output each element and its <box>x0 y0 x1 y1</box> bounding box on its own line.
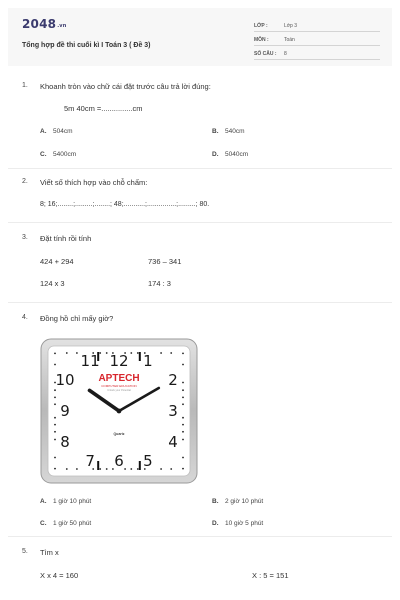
document-title: Tổng hợp đề thi cuối kì I Toán 3 ( Đề 3) <box>22 42 151 49</box>
clock-minute-dot <box>170 468 172 470</box>
clock-minute-dot <box>54 389 56 391</box>
q5-equation-1: X x 4 = 160 <box>40 571 79 580</box>
clock-minute-dot <box>76 352 78 354</box>
clock-minute-dot <box>137 352 139 354</box>
clock-minute-dot <box>182 424 184 426</box>
clock-minute-dot <box>182 468 184 470</box>
q4-option-c-letter: C. <box>40 520 47 527</box>
clock-minute-dot <box>182 403 184 405</box>
q3-calc-3: 124 x 3 <box>40 279 65 288</box>
q1-option-d-letter: D. <box>212 151 219 158</box>
q1-expression: 5m 40cm =...............cm <box>64 104 143 113</box>
clock-minute-dot <box>182 353 184 355</box>
q1-option-d-text: 5040cm <box>225 151 249 158</box>
clock-numeral: 3 <box>168 402 178 420</box>
meta-subject-label: MÔN : <box>254 37 269 43</box>
q3-calc-4: 174 : 3 <box>148 279 171 288</box>
clock-numeral: 10 <box>55 370 75 389</box>
clock-minute-dot <box>54 364 56 366</box>
clock-numeral: 12 <box>109 352 129 370</box>
clock-minute-dot <box>54 417 56 419</box>
clock-brand: APTECH <box>98 373 140 384</box>
q4-option-b-text: 2 giờ 10 phút <box>225 498 264 505</box>
logo-main: 2048 <box>22 17 57 31</box>
q3-text: Đặt tính rồi tính <box>40 234 92 243</box>
document-header <box>8 8 392 66</box>
clock-numeral: 2 <box>168 370 178 389</box>
q5-number: 5. <box>22 548 28 555</box>
clock-minute-dot <box>160 468 162 470</box>
q1-option-c-text: 5400cm <box>53 151 77 158</box>
q1-option-a-text: 504cm <box>53 128 73 135</box>
meta-count-row <box>254 48 380 60</box>
clock-minute-dot <box>106 352 108 354</box>
clock-minute-dot <box>130 352 132 354</box>
clock-numeral: 5 <box>143 452 153 470</box>
clock-brand-sub2: Unlock your Potential <box>107 389 131 392</box>
q3-number: 3. <box>22 234 28 241</box>
q2-sequence: 8; 16;........;.........;........; 48;...........;...............;.........; 80. <box>40 201 210 208</box>
meta-class-value: Lớp 3 <box>284 23 298 29</box>
clock-minute-dot <box>170 352 172 354</box>
q1-option-b-text: 540cm <box>225 128 245 135</box>
q1-option-c-letter: C. <box>40 151 47 158</box>
clock-numeral: 7 <box>85 452 95 470</box>
q1-option-a-letter: A. <box>40 128 47 135</box>
q3-calc-2: 736 – 341 <box>148 257 182 266</box>
clock-numeral: 11 <box>80 352 100 370</box>
divider <box>8 536 392 537</box>
meta-class-row <box>254 20 380 32</box>
divider <box>8 222 392 223</box>
q5-text: Tìm x <box>40 548 59 557</box>
clock-hour-bar <box>97 461 99 470</box>
q1-option-c[interactable] <box>40 151 76 158</box>
q4-option-c[interactable] <box>40 520 91 527</box>
clock-minute-dot <box>54 468 56 470</box>
clock-minute-dot <box>182 417 184 419</box>
clock-numeral: 6 <box>114 452 124 470</box>
q1-option-b-letter: B. <box>212 128 219 135</box>
q4-option-b[interactable] <box>212 498 263 505</box>
q4-number: 4. <box>22 314 28 321</box>
clock-minute-dot <box>54 424 56 426</box>
q1-option-b[interactable] <box>212 128 245 135</box>
clock-minute-dot <box>76 468 78 470</box>
clock-minute-dot <box>182 457 184 459</box>
logo-suffix: .vn <box>57 23 67 29</box>
clock-minute-dot <box>54 457 56 459</box>
q4-option-c-text: 1 giờ 50 phút <box>53 520 92 527</box>
site-logo[interactable] <box>22 17 67 31</box>
divider <box>8 168 392 169</box>
clock-numeral: 9 <box>60 402 70 420</box>
q5-equation-2: X : 5 = 151 <box>252 571 289 580</box>
clock-numeral: 8 <box>60 433 70 452</box>
clock-brand-sub: COMPUTER EDUCATION <box>101 384 137 388</box>
q4-option-d[interactable] <box>212 520 263 527</box>
q4-option-a-text: 1 giờ 10 phút <box>53 498 92 505</box>
clock-minute-dot <box>54 403 56 405</box>
clock-minute-dot <box>99 468 101 470</box>
clock-minute-dot <box>66 468 68 470</box>
q4-option-b-letter: B. <box>212 498 219 505</box>
meta-class-label: LỚP : <box>254 23 268 29</box>
meta-subject-value: Toán <box>284 37 295 43</box>
q4-option-a-letter: A. <box>40 498 47 505</box>
clock-minute-dot <box>54 397 56 399</box>
clock-minute-dot <box>130 468 132 470</box>
clock-minute-dot <box>54 439 56 441</box>
divider <box>8 302 392 303</box>
clock-minute-dot <box>182 439 184 441</box>
clock-hour-bar <box>139 352 141 361</box>
q2-number: 2. <box>22 178 28 185</box>
clock-minute-dot <box>182 382 184 384</box>
clock-minute-dot <box>182 431 184 433</box>
clock-hour-bar <box>139 461 141 470</box>
clock-minute-dot <box>160 352 162 354</box>
meta-count-value: 8 <box>284 51 287 57</box>
clock-minute-dot <box>182 389 184 391</box>
q1-number: 1. <box>22 82 28 89</box>
q4-option-a[interactable] <box>40 498 91 505</box>
clock-minute-dot <box>106 468 108 470</box>
q4-option-d-letter: D. <box>212 520 219 527</box>
clock-numeral: 1 <box>143 352 153 370</box>
clock-minute-dot <box>66 352 68 354</box>
meta-count-label: SỐ CÂU : <box>254 51 277 57</box>
clock-svg <box>40 338 198 484</box>
meta-subject-row <box>254 34 380 46</box>
clock-image <box>40 338 198 484</box>
q4-text: Đồng hồ chỉ mấy giờ? <box>40 314 114 323</box>
q1-option-d[interactable] <box>212 151 248 158</box>
q2-text: Viết số thích hợp vào chỗ chấm: <box>40 178 148 187</box>
clock-minute-dot <box>182 364 184 366</box>
q3-calc-1: 424 + 294 <box>40 257 74 266</box>
clock-minute-dot <box>54 353 56 355</box>
clock-minute-dot <box>124 468 126 470</box>
clock-minute-dot <box>137 468 139 470</box>
q1-text: Khoanh tròn vào chữ cái đặt trước câu trả lời đúng: <box>40 82 211 91</box>
q4-option-d-text: 10 giờ 5 phút <box>225 520 264 527</box>
clock-numeral: 4 <box>168 433 178 452</box>
q1-option-a[interactable] <box>40 128 73 135</box>
clock-minute-dot <box>182 397 184 399</box>
clock-maker: Quartz <box>113 432 125 436</box>
clock-center-hub <box>117 409 122 414</box>
clock-minute-dot <box>54 431 56 433</box>
